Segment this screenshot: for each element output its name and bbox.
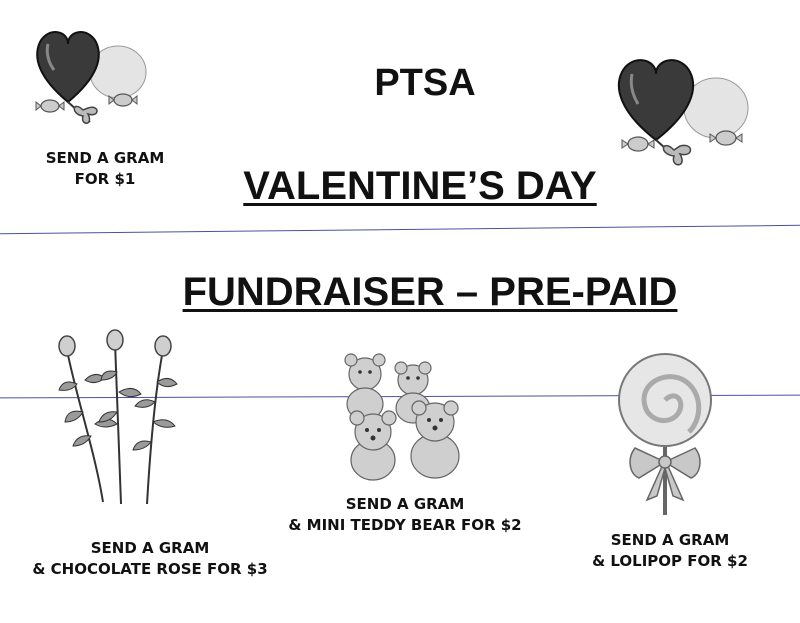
offer-line2: FOR $1 [74,170,136,188]
heart-balloon-icon [28,22,153,132]
offer-line1: SEND A GRAM [345,495,465,513]
org-title: PTSA [374,62,476,104]
offer-rose-caption [0,538,300,580]
offer-gram-caption [15,148,195,190]
page-subtitle: FUNDRAISER – PRE-PAID [182,270,678,314]
offer-lollipop-caption [560,530,780,572]
heart-balloon-icon-right [608,48,758,173]
lollipop-icon [605,350,725,520]
offer-line2: & CHOCOLATE ROSE FOR $3 [32,560,268,578]
roses-icon [55,332,190,507]
offer-line2: & MINI TEDDY BEAR FOR $2 [288,516,522,534]
page-title: VALENTINE’S DAY [243,164,597,208]
offer-teddy-caption [270,494,540,536]
teddy-bears-icon [335,350,475,485]
offer-line1: SEND A GRAM [90,539,210,557]
offer-line1: SEND A GRAM [45,149,165,167]
offer-line1: SEND A GRAM [610,531,730,549]
offer-line2: & LOLIPOP FOR $2 [592,552,748,570]
divider-line-top [0,225,800,234]
